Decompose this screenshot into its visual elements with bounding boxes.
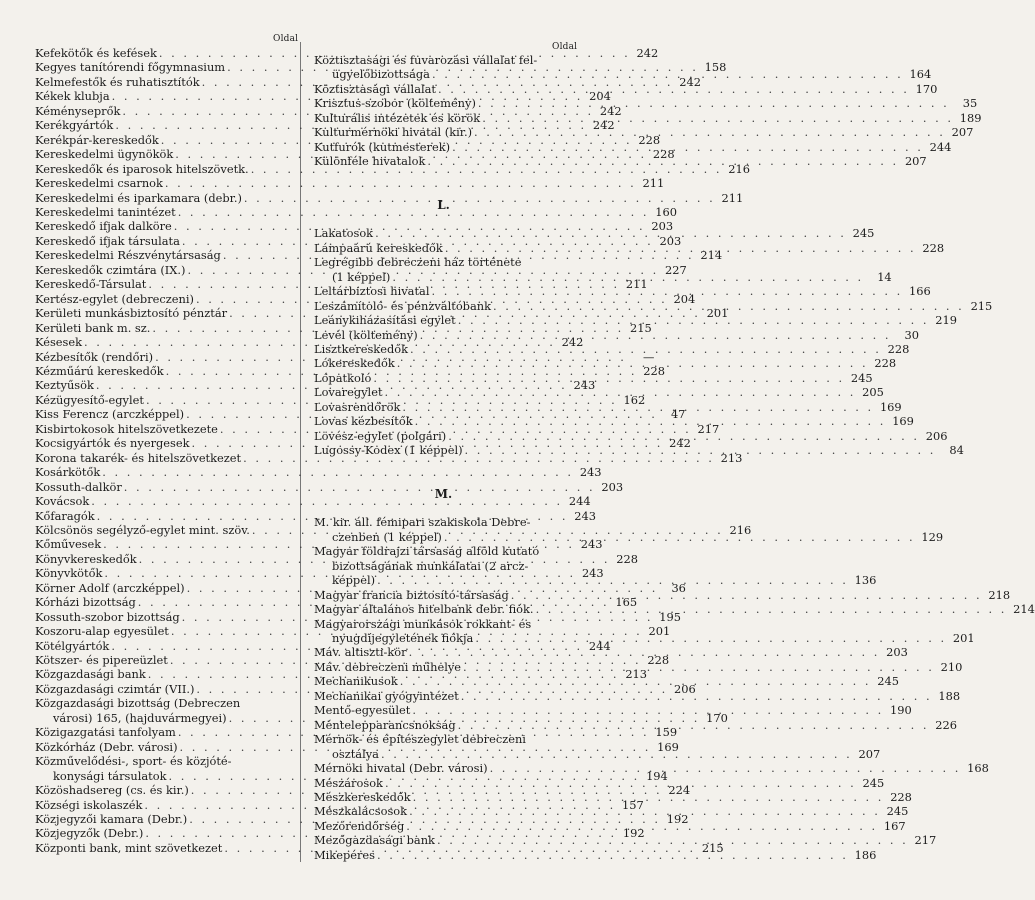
entry-title: Kórházi bizottság bbox=[35, 595, 136, 610]
leader-dots bbox=[480, 111, 955, 125]
entry-title: Közkórház (Debr. városi) bbox=[35, 739, 178, 754]
entry-title: Mészkereskedők bbox=[314, 790, 411, 805]
entry-title: Mészárosok bbox=[314, 775, 383, 790]
entry-page-number: 206 bbox=[673, 681, 696, 696]
leader-dots bbox=[408, 342, 883, 356]
entry-title: Lámpaárú kereskedők bbox=[314, 240, 443, 255]
entry-page-number: 226 bbox=[935, 717, 957, 732]
entry-title: Kereskedelmi tanintézet bbox=[35, 204, 176, 219]
entry-title: Közjegyzők (Debr.) bbox=[35, 826, 144, 841]
entry-title: Lovasrendőrök bbox=[314, 399, 401, 414]
leader-dots bbox=[491, 299, 966, 313]
entry-title: Mechanikusok bbox=[314, 674, 398, 689]
entry-page-number: 245 bbox=[852, 226, 875, 241]
entry-page-number: 211 bbox=[642, 176, 665, 191]
index-entry bbox=[35, 190, 744, 205]
leader-dots bbox=[476, 96, 951, 110]
entry-title: Leánykiházasítási egylet bbox=[314, 313, 456, 328]
entry-title: Kosárkötők bbox=[35, 465, 101, 480]
entry-page-number: 167 bbox=[883, 818, 906, 833]
entry-page-number: 216 bbox=[729, 522, 752, 537]
entry-title: Kereskedelmi ügynökök bbox=[35, 147, 174, 162]
entry-page-number: 201 bbox=[952, 631, 975, 646]
entry-page-number: 243 bbox=[580, 537, 603, 552]
entry-page-number: 245 bbox=[877, 674, 900, 689]
entry-title: Kereskedő ifjak társulata bbox=[35, 233, 180, 248]
leader-dots bbox=[443, 241, 918, 255]
entry-title: Kerületi munkásbiztosító pénztár bbox=[35, 306, 228, 321]
entry-title: Kéményseprők bbox=[35, 103, 121, 118]
entry-title: Kötszer- és pipereüzlet bbox=[35, 653, 168, 668]
entry-page-number: 47 bbox=[670, 407, 686, 422]
index-entry bbox=[35, 465, 602, 480]
entry-title: Kékek klubja bbox=[35, 89, 110, 104]
leader-dots bbox=[395, 356, 870, 370]
entry-page-number: 192 bbox=[666, 812, 689, 827]
index-entry bbox=[314, 342, 910, 357]
index-entry-line: Közgazdasági bizottság (Debreczen bbox=[35, 696, 241, 711]
entry-page-number: 190 bbox=[889, 703, 912, 718]
entry-page-number: 169 bbox=[879, 399, 902, 414]
entry-title: Lovaregylet bbox=[314, 385, 383, 400]
entry-page-number: 244 bbox=[929, 139, 952, 154]
entry-page-number: 201 bbox=[648, 624, 671, 639]
leader-dots bbox=[413, 414, 888, 428]
entry-title: Közgazdasági bank bbox=[35, 667, 146, 682]
entry-page-number: 215 bbox=[970, 298, 993, 313]
leader-dots bbox=[430, 67, 905, 81]
entry-page-number: 168 bbox=[967, 761, 989, 776]
entry-title: Közöshadsereg (cs. és kir.) bbox=[35, 783, 189, 798]
entry-title: nyugdíjegyletének fiókja bbox=[332, 631, 474, 646]
entry-title: Kötélgyártók bbox=[35, 638, 110, 653]
entry-title: Kőművesek bbox=[35, 537, 102, 552]
entry-title: Kovácsok bbox=[35, 494, 90, 509]
entry-page-number: 162 bbox=[623, 392, 646, 407]
entry-page-number: 170 bbox=[706, 710, 728, 725]
entry-title: Lovas kézbesítők bbox=[314, 414, 413, 429]
entry-page-number: 165 bbox=[615, 595, 638, 610]
entry-page-number: 228 bbox=[874, 356, 897, 371]
entry-page-number: 203 bbox=[659, 233, 682, 248]
entry-page-number: 228 bbox=[647, 653, 670, 668]
entry-page-number: 195 bbox=[659, 609, 681, 624]
entry-page-number: 243 bbox=[581, 566, 604, 581]
leader-dots bbox=[410, 703, 885, 717]
entry-page-number: 242 bbox=[599, 103, 622, 118]
section-heading-m: M. bbox=[434, 486, 453, 501]
entry-page-number: 228 bbox=[652, 147, 675, 162]
entry-title: Kiss Ferencz (arczképpel) bbox=[35, 407, 185, 422]
leader-dots bbox=[379, 747, 854, 761]
entry-title: Kereskedelmi csarnok bbox=[35, 176, 163, 191]
leader-dots bbox=[509, 588, 984, 602]
entry-title: városi) 165, (hajduvármegyei) bbox=[53, 710, 227, 725]
entry-title: Könyvkötők bbox=[35, 566, 103, 581]
entry-title: Mechanikai gyógyintézet bbox=[314, 688, 459, 703]
entry-page-number: 189 bbox=[959, 110, 982, 125]
entry-page-number: 245 bbox=[886, 804, 909, 819]
entry-page-number: 170 bbox=[915, 81, 938, 96]
entry-page-number: 157 bbox=[621, 797, 644, 812]
entry-title: Mentő-egyesület bbox=[314, 703, 411, 718]
entry-page-number: 242 bbox=[669, 436, 691, 451]
entry-page-number: 244 bbox=[568, 494, 591, 509]
entry-page-number: 84 bbox=[949, 443, 964, 458]
index-entry-line: M. kir. áll. fémipari szakiskola Debre- bbox=[314, 515, 531, 530]
entry-title: Kereskedelmi és iparkamara (debr.) bbox=[35, 190, 242, 205]
entry-page-number: 159 bbox=[655, 725, 678, 740]
entry-title: Leltárbiztosi hivatal bbox=[314, 284, 430, 299]
entry-page-number: 30 bbox=[904, 327, 919, 342]
entry-page-number: 243 bbox=[574, 508, 596, 523]
entry-page-number: 207 bbox=[904, 154, 927, 169]
entry-title: Kézműárú kereskedők bbox=[35, 363, 164, 378]
leader-dots bbox=[435, 833, 910, 847]
entry-title: Közjegyzői kamara (Debr.) bbox=[35, 812, 188, 827]
entry-page-number: 217 bbox=[697, 421, 720, 436]
entry-title: Köztisztasági vállalat bbox=[314, 81, 437, 96]
entry-page-number: 203 bbox=[601, 479, 624, 494]
leader-dots bbox=[411, 790, 886, 804]
entry-page-number: 203 bbox=[886, 645, 908, 660]
leader-dots bbox=[456, 718, 931, 732]
entry-title: Kerületi bank m. sz. bbox=[35, 320, 151, 335]
entry-title: Lakatosok bbox=[314, 226, 374, 241]
entry-page-number: 218 bbox=[988, 587, 1011, 602]
index-entry bbox=[35, 479, 624, 494]
entry-title: Kereskedelmi Részvénytársaság bbox=[35, 248, 221, 263]
entry-page-number: 166 bbox=[909, 284, 931, 299]
entry-title: Mérnöki hivatal (Debr. városi) bbox=[314, 761, 488, 776]
entry-title: Kocsigyártók és nyergesek bbox=[35, 436, 190, 451]
entry-page-number: 211 bbox=[625, 277, 648, 292]
entry-page-number: 207 bbox=[858, 746, 881, 761]
entry-title: Közigazgatási tanfolyam bbox=[35, 725, 176, 740]
leader-dots bbox=[371, 371, 846, 385]
entry-title: Különféle hivatalok bbox=[314, 154, 426, 169]
entry-page-number: 210 bbox=[940, 659, 963, 674]
entry-page-number: 214 bbox=[1013, 602, 1035, 617]
entry-title: czenben (1 képpel) bbox=[332, 529, 442, 544]
leader-dots bbox=[456, 313, 931, 327]
entry-page-number: 186 bbox=[854, 847, 877, 862]
page-column-header: Oldal bbox=[273, 34, 299, 44]
entry-title: képpel) bbox=[332, 573, 376, 588]
leader-dots bbox=[450, 140, 925, 154]
index-entry-line: Mérnök- és építészegylet debreczeni bbox=[314, 732, 526, 747]
leader-dots bbox=[425, 154, 900, 168]
entry-page-number: 242 bbox=[636, 46, 659, 60]
index-entry-line: Magyar földrajzi társaság alföld kutató bbox=[314, 544, 540, 559]
entry-title: Mezőgazdasági bank bbox=[314, 833, 435, 848]
entry-title: Méntelepparancsnokság bbox=[314, 717, 456, 732]
index-entry bbox=[35, 204, 677, 219]
entry-page-number: 169 bbox=[657, 739, 679, 754]
leader-dots bbox=[373, 226, 848, 240]
entry-title: Kerékgyártók bbox=[35, 118, 114, 133]
leader-dots bbox=[390, 270, 865, 284]
leader-dots bbox=[418, 328, 893, 342]
entry-page-number: 206 bbox=[925, 428, 948, 443]
entry-title: Kefekötők és kefések bbox=[35, 46, 157, 60]
index-entry-line: Közművelődési-, sport- és közjóté- bbox=[35, 754, 232, 769]
entry-page-number: 227 bbox=[665, 262, 687, 277]
leader-dots bbox=[407, 645, 882, 659]
index-entry bbox=[35, 494, 591, 509]
entry-title: Koszoru-alap egyesület bbox=[35, 624, 169, 639]
entry-page-number: 216 bbox=[728, 161, 750, 176]
entry-title: Kossuth-dalkör bbox=[35, 479, 122, 494]
entry-page-number: 228 bbox=[643, 363, 665, 378]
entry-title: Kőfaragók bbox=[35, 508, 95, 523]
entry-page-number: 245 bbox=[862, 775, 885, 790]
entry-title: osztálya bbox=[332, 746, 379, 761]
entry-page-number: 192 bbox=[622, 826, 645, 841]
entry-title: Keztyűsök bbox=[35, 378, 94, 393]
entry-page-number: 207 bbox=[951, 125, 974, 140]
entry-title: konysági társulatok bbox=[53, 768, 167, 783]
entry-title: Levél (költemény) bbox=[314, 327, 418, 342]
entry-title: Kézügyesítő-egylet bbox=[35, 392, 144, 407]
entry-page-number: 129 bbox=[921, 529, 944, 544]
entry-page-number: 224 bbox=[668, 783, 691, 798]
index-entry-line: bizottságának munkálatai (2 arcz- bbox=[332, 558, 529, 573]
page-column-header: Oldal bbox=[552, 42, 578, 52]
index-entry-line: Magyarországi munkások rokkant- és bbox=[314, 616, 532, 631]
leader-dots bbox=[383, 385, 858, 399]
index-entry bbox=[35, 176, 665, 191]
leader-dots bbox=[400, 400, 875, 414]
entry-page-number: 188 bbox=[938, 688, 961, 703]
entry-title: Mezőrendőrség bbox=[314, 818, 405, 833]
entry-page-number: 14 bbox=[877, 269, 892, 284]
entry-title: Kézbesítők (rendőri) bbox=[35, 349, 154, 364]
entry-title: Könyvkereskedők bbox=[35, 551, 137, 566]
entry-page-number: 228 bbox=[616, 551, 638, 566]
leader-dots bbox=[404, 819, 879, 833]
entry-title: Máv. debreczeni műhelye bbox=[314, 659, 462, 674]
entry-title: Kölcsönös segélyző-egylet mint. szöv. bbox=[35, 522, 250, 537]
entry-page-number: 35 bbox=[962, 96, 978, 111]
entry-page-number: 219 bbox=[935, 313, 958, 328]
leader-dots bbox=[429, 284, 904, 298]
entry-page-number: 215 bbox=[701, 840, 724, 855]
entry-title: Korona takarék- és hitelszövetkezet bbox=[35, 450, 242, 465]
leader-dots bbox=[375, 848, 850, 862]
entry-page-number: 204 bbox=[589, 89, 611, 104]
leader-dots bbox=[442, 530, 917, 544]
leader-dots bbox=[398, 674, 873, 688]
entry-page-number: 242 bbox=[561, 335, 584, 350]
entry-page-number: 204 bbox=[673, 291, 696, 306]
entry-title: Kisbirtokosok hitelszövetkezete bbox=[35, 421, 218, 436]
entry-title: Kulturális intézetek és körök bbox=[314, 110, 481, 125]
entry-page-number: 215 bbox=[629, 320, 652, 335]
index-entry-line: Köztisztasági és fuvarozási vállalat fel- bbox=[314, 53, 538, 67]
entry-title: Kulturmérnöki hivatal (kir.) bbox=[314, 125, 473, 140]
leader-dots bbox=[459, 689, 934, 703]
entry-page-number: 245 bbox=[850, 370, 873, 385]
leader-dots bbox=[461, 660, 936, 674]
entry-title: Körner Adolf (arczképpel) bbox=[35, 580, 185, 595]
entry-page-number: 228 bbox=[922, 240, 945, 255]
entry-page-number: 136 bbox=[854, 573, 877, 588]
entry-page-number: 217 bbox=[914, 833, 937, 848]
entry-title: ügyelőbizottsága bbox=[332, 67, 430, 82]
entry-title: Lövész-egylet (polgári) bbox=[314, 428, 447, 443]
entry-title: Magyar francia biztosító-társaság bbox=[314, 587, 509, 602]
entry-page-number: 244 bbox=[588, 638, 611, 653]
entry-page-number: 213 bbox=[720, 450, 743, 465]
entry-page-number: 194 bbox=[646, 768, 668, 783]
leader-dots bbox=[375, 573, 850, 587]
entry-page-number: 213 bbox=[625, 667, 648, 682]
entry-page-number: 243 bbox=[573, 378, 596, 393]
entry-page-number: 36 bbox=[671, 580, 686, 595]
entry-page-number: 214 bbox=[700, 248, 723, 263]
entry-page-number: 203 bbox=[651, 219, 674, 234]
entry-page-number: 160 bbox=[655, 204, 677, 219]
entry-title: Lugossy-Kodex (1 képpel) bbox=[314, 443, 463, 458]
leader-dots bbox=[463, 443, 938, 457]
entry-page-number: 228 bbox=[638, 132, 661, 147]
entry-page-number: 211 bbox=[721, 190, 744, 205]
entry-page-number: 169 bbox=[892, 414, 914, 429]
entry-page-number: 164 bbox=[909, 67, 932, 82]
entry-page-number: 228 bbox=[890, 790, 912, 805]
entry-title: Kerékpár-kereskedők bbox=[35, 132, 159, 147]
entry-title: Krisztus-szobor (költemény) bbox=[314, 96, 476, 111]
entry-title: Kegyes tanítórendi főgymnasium bbox=[35, 60, 226, 75]
entry-title: Kereskedő-Társulat bbox=[35, 277, 147, 292]
entry-title: Lókereskedők bbox=[314, 356, 395, 371]
entry-title: Mikepéres bbox=[314, 847, 376, 862]
entry-title: Községi iskolaszék bbox=[35, 797, 143, 812]
leader-dots bbox=[488, 761, 963, 775]
entry-title: Kereskedők czimtára (IX.) bbox=[35, 262, 186, 277]
entry-title: Kereskedők és iparosok hitelszövetk. bbox=[35, 161, 249, 176]
entry-title: Kutfurók (kutmesterek) bbox=[314, 139, 451, 154]
leader-dots bbox=[383, 776, 858, 790]
leader-dots bbox=[407, 804, 882, 818]
entry-title: Kertész-egylet (debreczeni) bbox=[35, 291, 194, 306]
entry-title: Központi bank, mint szövetkezet bbox=[35, 840, 223, 855]
leader-dots bbox=[436, 82, 911, 96]
entry-title: Közgazdasági czimtár (VII.) bbox=[35, 681, 195, 696]
entry-page-number: 242 bbox=[592, 118, 615, 133]
index-entry bbox=[314, 356, 897, 371]
entry-page-number: 242 bbox=[679, 74, 701, 89]
entry-title: (1 képpel) bbox=[332, 269, 391, 284]
leader-dots bbox=[472, 125, 947, 139]
index-entry-line: Legrégibb debreczeni ház története bbox=[314, 255, 522, 270]
entry-page-number: — bbox=[643, 349, 655, 364]
entry-page-number: 228 bbox=[887, 342, 910, 357]
entry-page-number: 205 bbox=[862, 385, 884, 400]
entry-title: Késesek bbox=[35, 335, 83, 350]
leader-dots bbox=[446, 429, 921, 443]
entry-title: Máv. altiszti-kör bbox=[314, 645, 407, 660]
entry-title: Kelmefestők és ruhatisztítók bbox=[35, 74, 200, 89]
entry-title: Kereskedő ifjak dalköre bbox=[35, 219, 172, 234]
section-heading-l: L. bbox=[437, 197, 450, 212]
leader-dots bbox=[534, 602, 1009, 616]
entry-title: Kossuth-szobor bizottság bbox=[35, 609, 180, 624]
entry-title: Lópatkoló bbox=[314, 370, 372, 385]
entry-title: Magyar általános hitelbank debr. fiók. bbox=[314, 602, 534, 617]
entry-title: Lisztkereskedők bbox=[314, 342, 409, 357]
entry-title: Mészkalácsosok bbox=[314, 804, 408, 819]
entry-page-number: 201 bbox=[706, 306, 729, 321]
entry-page-number: 158 bbox=[704, 60, 727, 75]
entry-page-number: 243 bbox=[579, 465, 602, 480]
entry-title: Leszámítoló- és pénzváltóbank bbox=[314, 298, 491, 313]
leader-dots bbox=[473, 631, 948, 645]
